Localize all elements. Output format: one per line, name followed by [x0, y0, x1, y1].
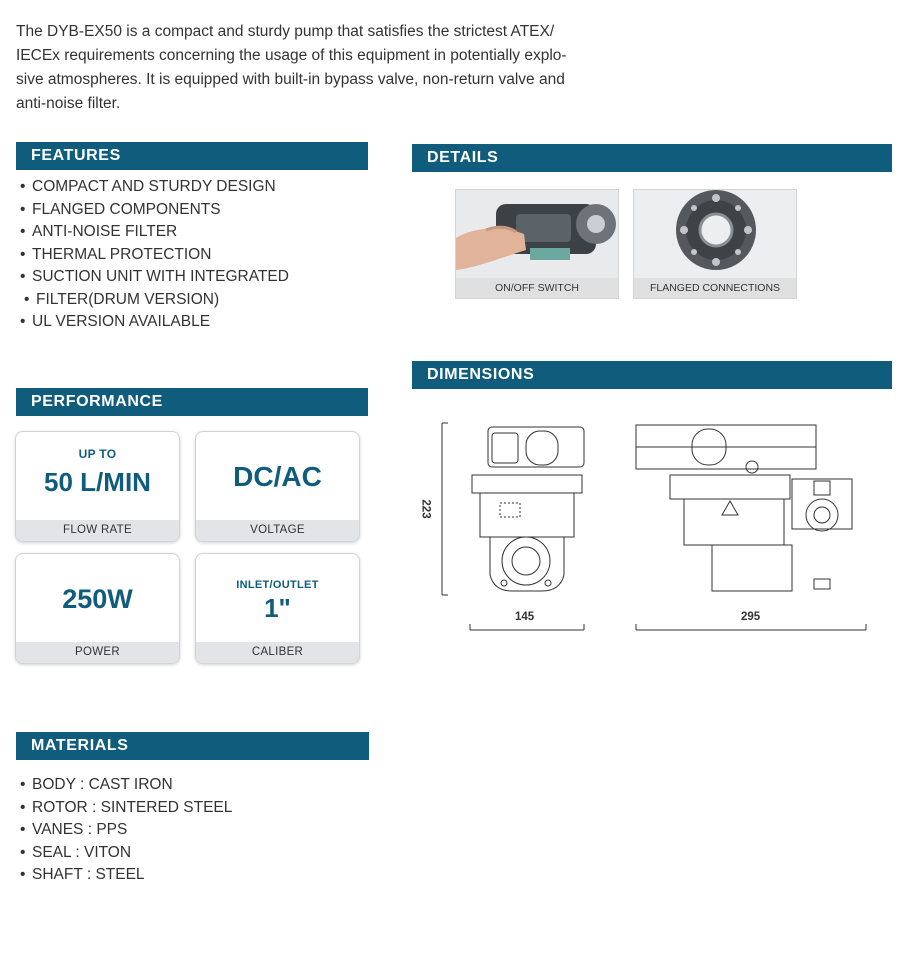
feature-item: • FLANGED COMPONENTS: [20, 199, 289, 222]
features-list: [20, 176, 289, 334]
material-item: • SEAL : VITON: [20, 842, 232, 865]
spec-label: VOLTAGE: [196, 520, 359, 541]
feature-item: • THERMAL PROTECTION: [20, 244, 289, 267]
power-value: 250W: [62, 584, 133, 614]
detail-caption: FLANGED CONNECTIONS: [634, 278, 796, 298]
spec-card-voltage: [195, 431, 360, 542]
intro-line: sive atmospheres. It is equipped with built-in bypass valve, non-return valve and: [16, 71, 565, 88]
materials-heading: MATERIALS: [16, 732, 369, 760]
materials-list: [20, 774, 232, 887]
spec-label: FLOW RATE: [16, 520, 179, 541]
caliber-prefix: INLET/OUTLET: [236, 579, 319, 591]
material-item: • BODY : CAST IRON: [20, 774, 232, 797]
feature-item: • COMPACT AND STURDY DESIGN: [20, 176, 289, 199]
performance-heading: PERFORMANCE: [16, 388, 368, 416]
feature-item-continuation: • FILTER(DRUM VERSION): [20, 289, 289, 312]
flow-value: 50 L/MIN: [44, 467, 151, 497]
dimensions-heading: DIMENSIONS: [412, 361, 892, 389]
spec-label: CALIBER: [196, 642, 359, 663]
caliber-value: 1": [264, 593, 291, 623]
detail-image-onoff-switch: [455, 189, 619, 299]
material-item: • ROTOR : SINTERED STEEL: [20, 797, 232, 820]
flow-prefix: UP TO: [78, 447, 117, 461]
intro-line: IECEx requirements concerning the usage of this equipment in potentially explo-: [16, 47, 567, 64]
spec-card-caliber: [195, 553, 360, 664]
intro-paragraph: [16, 20, 656, 116]
feature-item: • ANTI-NOISE FILTER: [20, 221, 289, 244]
detail-caption: ON/OFF SWITCH: [456, 278, 618, 298]
detail-image-flanged-connections: [633, 189, 797, 299]
dimension-side-width: 295: [741, 611, 761, 623]
feature-item: • UL VERSION AVAILABLE: [20, 311, 289, 334]
feature-item: • SUCTION UNIT WITH INTEGRATED: [20, 266, 289, 289]
spec-card-power: [15, 553, 180, 664]
intro-line: anti-noise filter.: [16, 95, 121, 112]
dimension-drawings: [412, 415, 882, 640]
material-item: • SHAFT : STEEL: [20, 864, 232, 887]
spec-label: POWER: [16, 642, 179, 663]
flange-photo: [634, 190, 796, 278]
material-item: • VANES : PPS: [20, 819, 232, 842]
spec-card-flow-rate: [15, 431, 180, 542]
dimension-front-width: 145: [515, 611, 535, 623]
onoff-switch-photo: [456, 190, 618, 278]
features-heading: FEATURES: [16, 142, 368, 170]
dimension-height: 223: [419, 499, 432, 519]
voltage-value: DC/AC: [233, 461, 322, 492]
details-heading: DETAILS: [412, 144, 892, 172]
intro-line: The DYB-EX50 is a compact and sturdy pump that satisfies the strictest ATEX/: [16, 23, 555, 40]
